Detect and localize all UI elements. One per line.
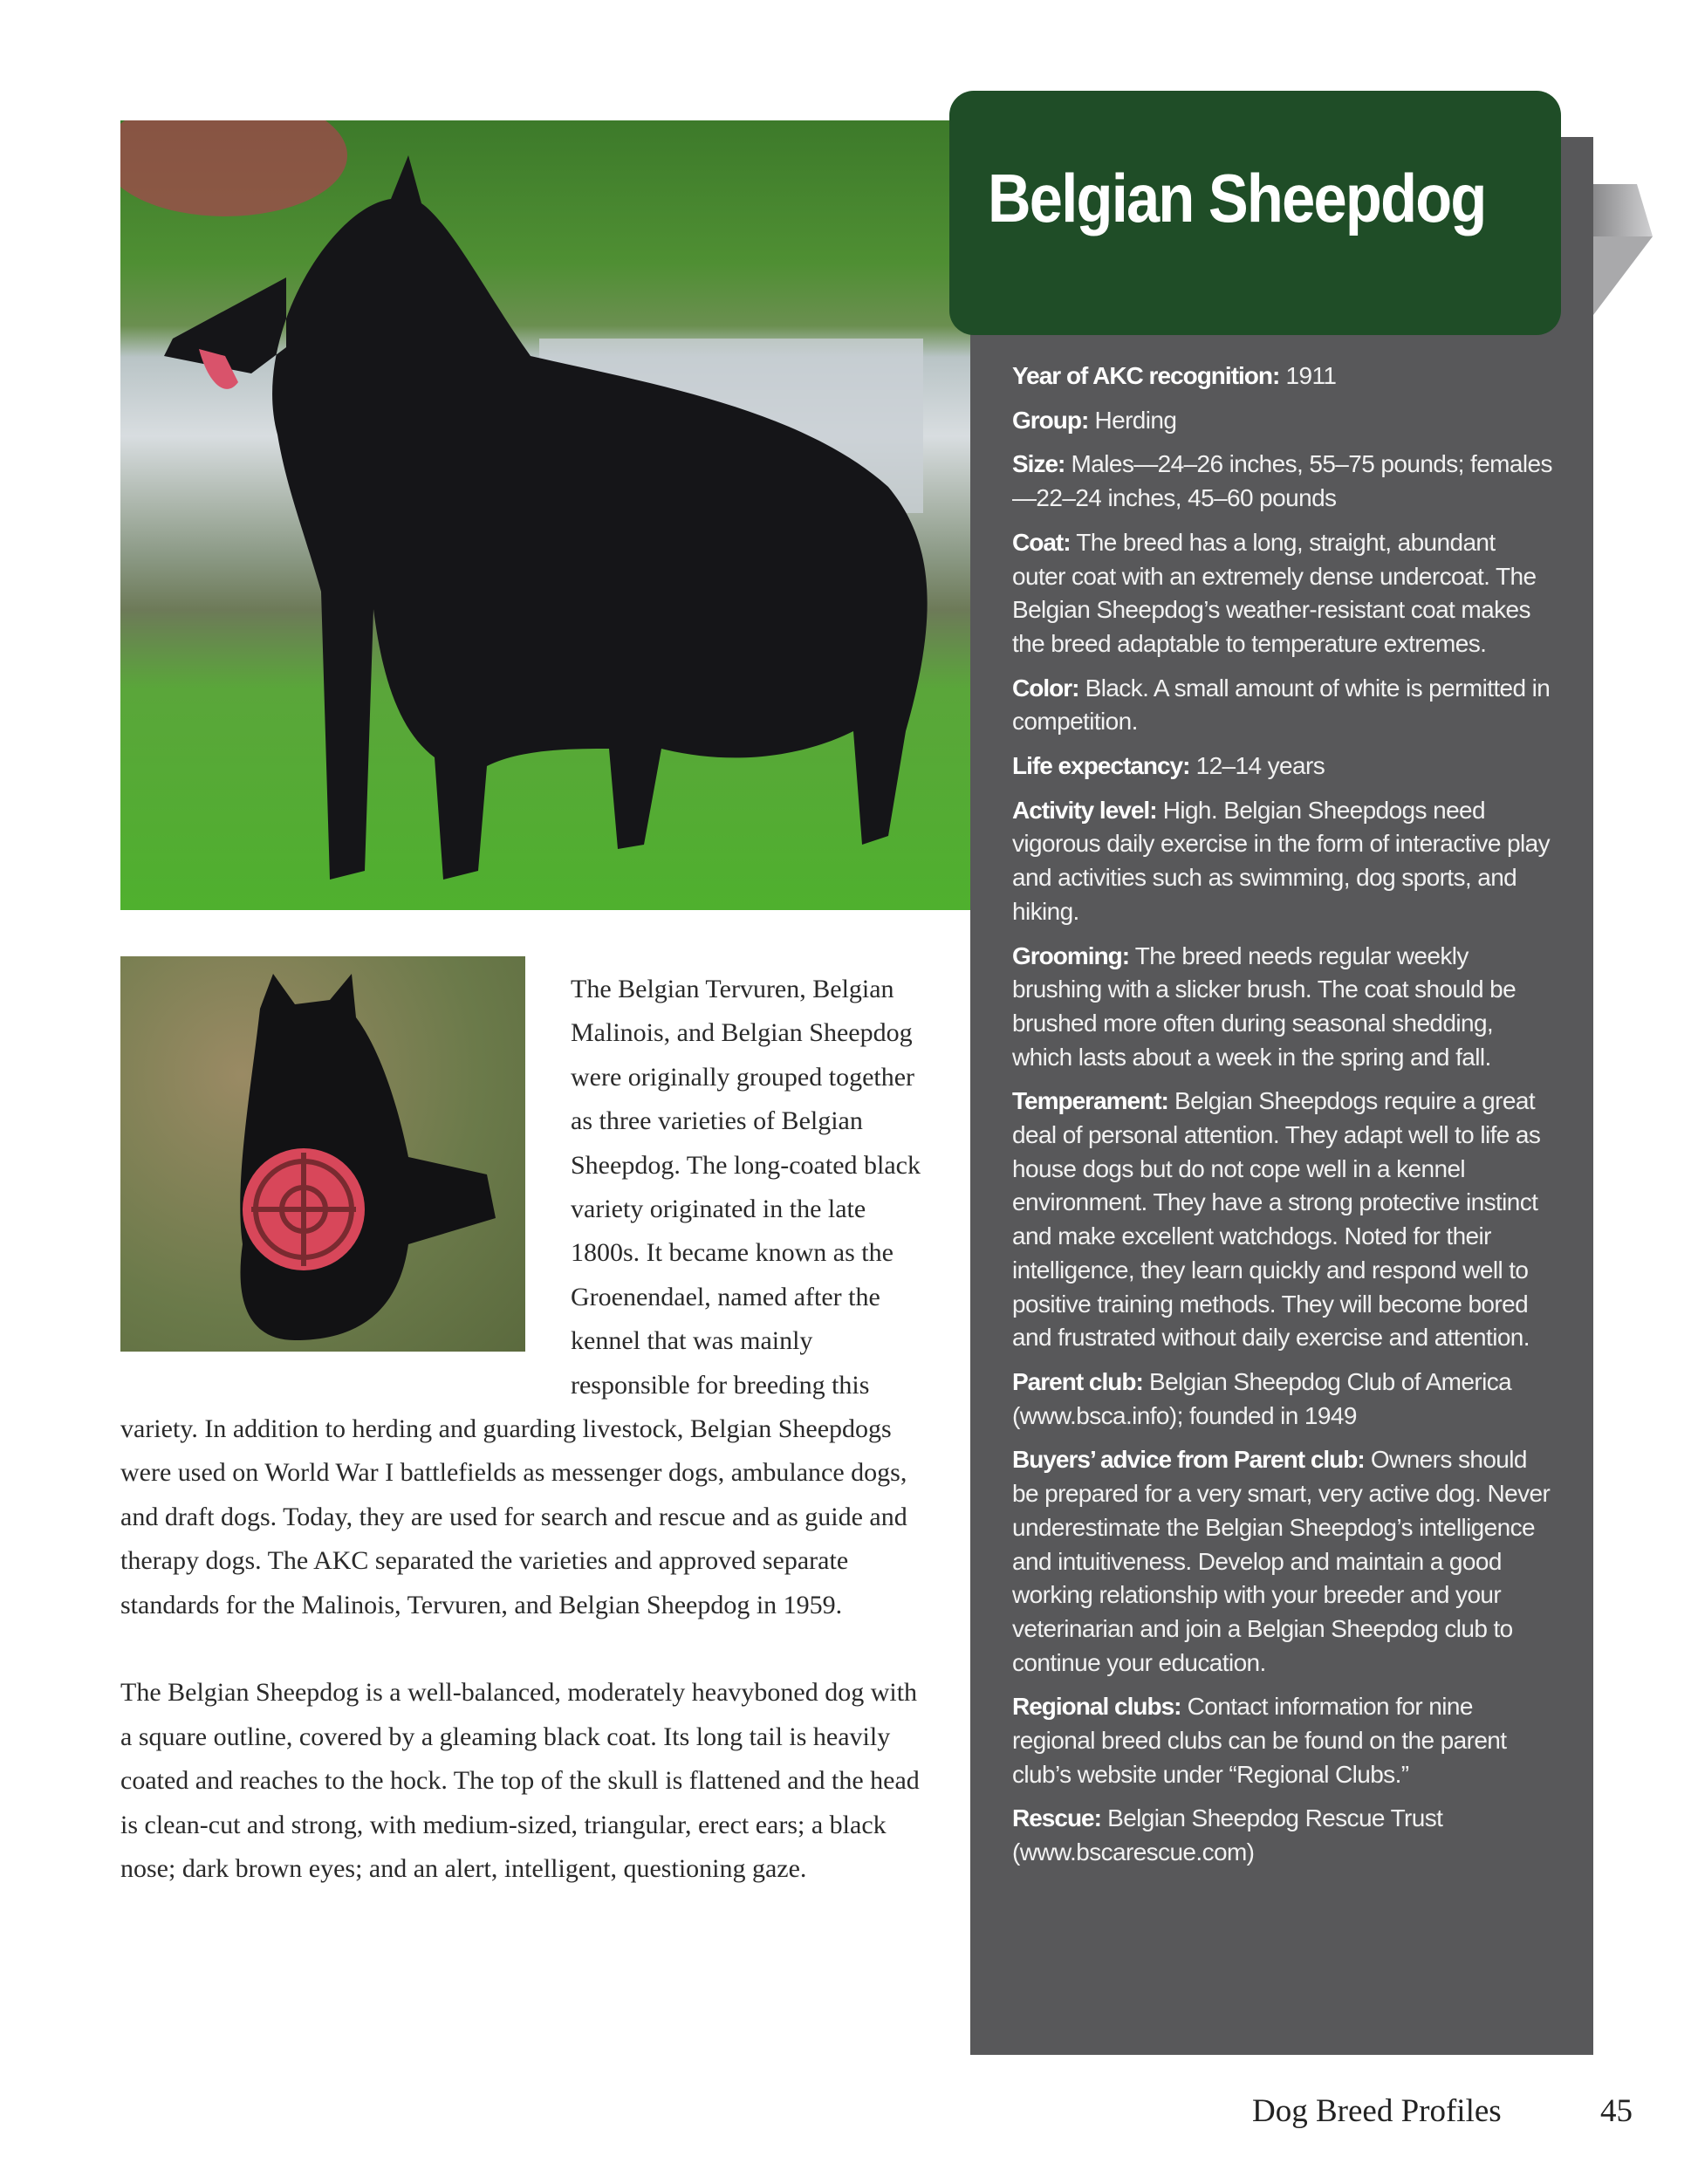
paragraph-history: The Belgian Tervuren, Belgian Malinois, and Belgian Sheepdog were originally grouped together as three varieties of Belgian Sheepdog. The long-coated black variety originated in the late 1800s. It became known as the Groenendael, named after the kennel that was mainly responsible for breeding this variety. In addition to herding and guarding livestock, Belgian Sheepdogs were used on World War I battlefields as messenger dogs, ambulance dogs, and draft dogs. Today, they are used for search and rescue and as guide and therapy dogs. The AKC separated the varieties and approved separate standards for the Malinois, Tervuren, and Belgian Sheepdog in 1959. — [120, 975, 921, 1619]
fact-color: Color: Black. A small amount of white is permitted in competition. — [1012, 674, 1551, 736]
puppy-with-ball-photo — [120, 956, 525, 1352]
fact-grooming: Grooming: The breed needs regular weekly brushing with a slicker brush. The coat should be brushed more often during seasonal shedding, which lasts about a week in the spring and fall. — [1012, 941, 1517, 1071]
page-number: 45 — [1600, 2093, 1633, 2129]
breed-title-box — [949, 91, 1561, 335]
fact-buyers-advice: Buyers’ advice from Parent club: Owners should be prepared for a very smart, very active dog. Never underestimate the Belgian Sheepdog’s intelligence and intuitiveness. Develop and maintain a good working relationship with your breeder and your veterinarian and join a Belgian Sheepdog club to continue your education. — [1012, 1446, 1551, 1676]
fact-activity-level: Activity level: High. Belgian Sheepdogs need vigorous daily exercise in the form of interactive play and activities such as swimming, dog sports, and hiking. — [1012, 796, 1550, 925]
fact-size: Size: Males—24–26 inches, 55–75 pounds; females—22–24 inches, 45–60 pounds — [1012, 450, 1552, 512]
fact-temperament: Temperament: Belgian Sheepdogs require a great deal of personal attention. They adapt well to life as house dogs but do not cope well in a kennel environment. They have a strong protective instinct and make excellent watchdogs. Noted for their intelligence, they learn quickly and respond well to positive training methods. They will become bored and frustrated without daily exercise and attention. — [1012, 1087, 1541, 1352]
breed-facts-list — [1012, 359, 1553, 1880]
fact-group: Group: Herding — [1012, 406, 1177, 434]
fact-coat: Coat: The breed has a long, straight, abundant outer coat with an extremely dense undercoat. The Belgian Sheepdog’s weather-resistant coat makes the breed adaptable to temperature extremes. — [1012, 528, 1537, 657]
footer-section-title: Dog Breed Profiles — [1252, 2093, 1502, 2129]
breed-title: Belgian Sheepdog — [988, 160, 1486, 236]
fact-rescue: Rescue: Belgian Sheepdog Rescue Trust (www.bscarescue.com) — [1012, 1804, 1443, 1866]
fact-regional-clubs: Regional clubs: Contact information for nine regional breed clubs can be found on the parent club’s website under “Regional Clubs.” — [1012, 1693, 1507, 1788]
page-tab-arrow-icon — [1593, 184, 1653, 315]
fact-year: Year of AKC recognition: 1911 — [1012, 362, 1337, 389]
fact-parent-club: Parent club: Belgian Sheepdog Club of America (www.bsca.info); founded in 1949 — [1012, 1367, 1512, 1429]
article-body — [120, 968, 923, 1935]
fact-life-expectancy: Life expectancy: 12–14 years — [1012, 752, 1325, 780]
paragraph-description: The Belgian Sheepdog is a well-balanced, moderately heavyboned dog with a square outline, covered by a gleaming black coat. Its long tail is heavily coated and reaches to the hock. The top of the skull is flattened and the head is clean-cut and strong, with medium-sized, triangular, erect ears; a black nose; dark brown eyes; and an alert, intelligent, questioning gaze. — [120, 1678, 920, 1884]
belgian-sheepdog-photo — [120, 120, 970, 910]
